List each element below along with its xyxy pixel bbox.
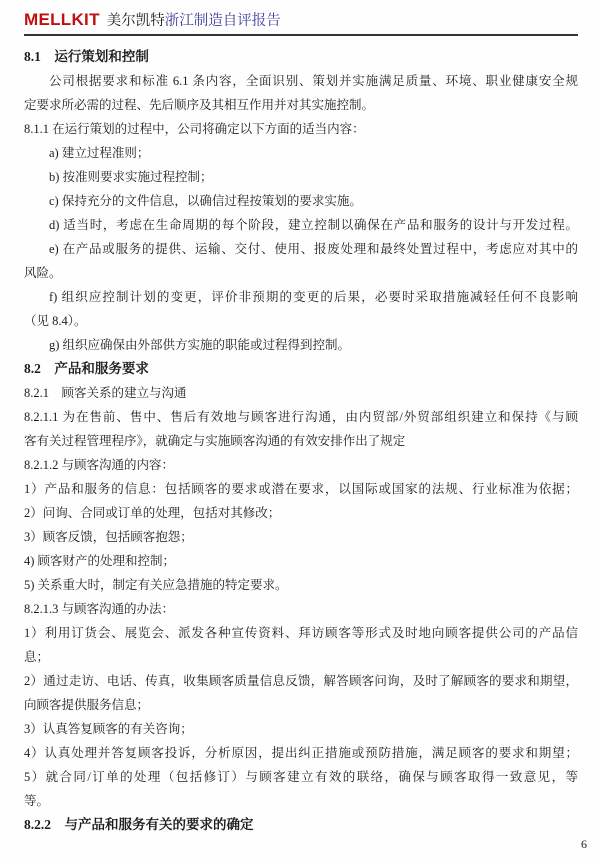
- text-line: 4）认真处理并答复顾客投诉，分析原因，提出纠正措施或预防措施，满足顾客的要求和期望；: [24, 746, 578, 760]
- text-line: b) 按准则要求实施过程控制；: [49, 170, 213, 184]
- document-body: [0, 36, 600, 837]
- text-line: 3）认真答复顾客的有关咨询；: [24, 722, 193, 736]
- text-line: 定要求所必需的过程、先后顺序及其相互作用并对其实施控制。: [24, 98, 375, 112]
- text-line: e) 在产品或服务的提供、运输、交付、使用、报废处理和最终处置过程中，考虑应对其中的: [49, 242, 578, 256]
- section-heading: 8.1 运行策划和控制: [24, 49, 149, 64]
- section-heading: 8.2 产品和服务要求: [24, 361, 149, 376]
- brand-logo-text: MELLKIT: [24, 10, 100, 29]
- report-title-subject: 浙江制造自评报告: [164, 13, 281, 29]
- text-line: （见 8.4）。: [24, 314, 87, 328]
- text-line: 5）就合同/订单的处理（包括修订）与顾客建立有效的联络，确保与顾客取得一致意见，等: [24, 770, 578, 784]
- text-line: 风险。: [24, 266, 62, 280]
- text-line: 8.2.1 顾客关系的建立与沟通: [24, 386, 187, 400]
- text-line: f) 组织应控制计划的变更，评价非预期的变更的后果，必要时采取措施减轻任何不良影响: [49, 290, 578, 304]
- text-line: 8.2.1.2 与顾客沟通的内容：: [24, 458, 175, 472]
- text-line: 5) 关系重大时，制定有关应急措施的特定要求。: [24, 578, 288, 592]
- text-line: 4) 顾客财产的处理和控制；: [24, 554, 176, 568]
- text-line: a) 建立过程准则；: [49, 146, 150, 160]
- text-line: d) 适当时，考虑在生命周期的每个阶段，建立控制以确保在产品和服务的设计与开发过程。: [49, 218, 578, 232]
- text-line: c) 保持充分的文件信息，以确信过程按策划的要求实施。: [49, 194, 362, 208]
- text-line: 3）顾客反馈，包括顾客抱怨；: [24, 530, 193, 544]
- text-line: 1）利用订货会、展览会、派发各种宣传资料、拜访顾客等形式及时地向顾客提供公司的产品信: [24, 626, 578, 640]
- text-line: 客有关过程管理程序》，就确定与实施顾客沟通的有效安排作出了规定: [24, 434, 406, 448]
- text-line: 8.2.1.3 与顾客沟通的办法：: [24, 602, 175, 616]
- text-line: g) 组织应确保由外部供方实施的职能或过程得到控制。: [49, 338, 351, 352]
- page-number: 6: [581, 837, 587, 851]
- text-line: 8.2.1.1 为在售前、售中、售后有效地与顾客进行沟通，由内贸部/外贸部组织建立和保持《与顾: [24, 410, 578, 424]
- text-line: 息；: [24, 650, 50, 664]
- report-title-company: 美尔凯特: [106, 13, 165, 29]
- report-header: [0, 0, 600, 33]
- text-line: 向顾客提供服务信息；: [24, 698, 150, 712]
- text-line: 2）通过走访、电话、传真，收集顾客质量信息反馈，解答顾客问询，及时了解顾客的要求和期望，: [24, 674, 578, 688]
- text-line: 8.1.1 在运行策划的过程中，公司将确定以下方面的适当内容：: [24, 122, 365, 136]
- text-line: 2）问询、合同或订单的处理，包括对其修改；: [24, 506, 281, 520]
- section-heading: 8.2.2 与产品和服务有关的要求的确定: [24, 817, 254, 832]
- text-line: 等。: [24, 794, 50, 808]
- text-line: 公司根据要求和标准 6.1 条内容，全面识别、策划并实施满足质量、环境、职业健康安全规: [49, 74, 578, 88]
- text-line: 1）产品和服务的信息：包括顾客的要求或潜在要求，以国际或国家的法规、行业标准为依据；: [24, 482, 578, 496]
